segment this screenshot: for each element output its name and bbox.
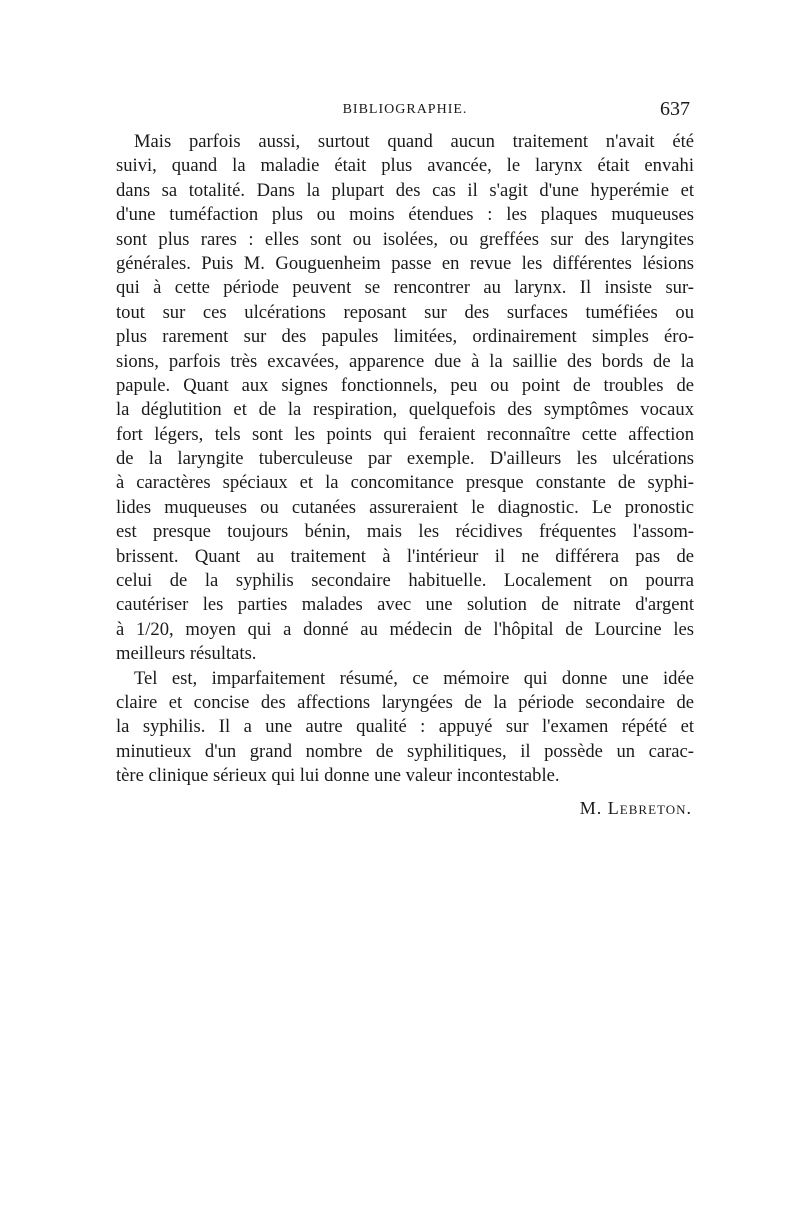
text-line: papule. Quant aux signes fonctionnels, peu ou point de troubles de [116, 374, 694, 396]
text-line: minutieux d'un grand nombre de syphilitiques, il possède un carac- [116, 740, 694, 762]
text-line: d'une tuméfaction plus ou moins étendues : les plaques muqueuses [116, 204, 694, 226]
text-line: Tel est, imparfaitement résumé, ce mémoire qui donne une idée [134, 667, 694, 689]
text-line: Mais parfois aussi, surtout quand aucun traitement n'avait été [134, 131, 694, 152]
text-line: générales. Puis M. Gouguenheim passe en revue les différentes lésions [116, 252, 694, 274]
text-line: qui à cette période peuvent se rencontrer au larynx. Il insiste sur- [116, 277, 694, 299]
author-signature: M. Lebreton. [579, 797, 692, 818]
page-number: 637 [660, 98, 690, 120]
page-body [116, 96, 694, 823]
text-line: dans sa totalité. Dans la plupart des cas il s'agit d'une hyperémie et [116, 179, 694, 201]
text-line: la déglutition et de la respiration, quelquefois des symptômes vocaux [116, 399, 694, 421]
text-line: à caractères spéciaux et la concomitance presque constante de syphi- [116, 472, 694, 494]
running-head [116, 96, 694, 130]
text-line: suivi, quand la maladie était plus avancée, le larynx était envahi [116, 155, 694, 177]
text-line: sont plus rares : elles sont ou isolées, ou greffées sur des laryngites [116, 228, 694, 250]
text-line: tout sur ces ulcérations reposant sur des surfaces tuméfiées ou [116, 301, 694, 323]
text-line: brissent. Quant au traitement à l'intérieur il ne différera pas de [116, 545, 694, 567]
text-line: meilleurs résultats. [116, 643, 257, 665]
text-line: claire et concise des affections laryngées de la période secondaire de [116, 691, 694, 713]
text-line: plus rarement sur des papules limitées, ordinairement simples éro- [116, 326, 694, 348]
paragraph-1 [116, 130, 694, 667]
text-line: est presque toujours bénin, mais les récidives fréquentes l'assom- [116, 521, 694, 543]
text-line: lides muqueuses ou cutanées assureraient le diagnostic. Le pronostic [116, 496, 694, 518]
text-line: de la laryngite tuberculeuse par exemple. D'ailleurs les ulcérations [116, 448, 694, 470]
running-title: BIBLIOGRAPHIE. [342, 102, 468, 117]
text-line: la syphilis. Il a une autre qualité : appuyé sur l'examen répété et [116, 716, 694, 738]
text-line: sions, parfois très excavées, apparence due à la saillie des bords de la [116, 350, 694, 372]
text-line: cautériser les parties malades avec une solution de nitrate d'argent [116, 594, 694, 616]
paragraph-2 [116, 667, 694, 789]
text-line: fort légers, tels sont les points qui feraient reconnaître cette affection [116, 423, 694, 445]
text-line: celui de la syphilis secondaire habituelle. Localement on pourra [116, 570, 694, 592]
text-line: tère clinique sérieux qui lui donne une valeur incontestable. [116, 765, 560, 787]
text-line: à 1/20, moyen qui a donné au médecin de l'hôpital de Lourcine les [116, 618, 694, 640]
